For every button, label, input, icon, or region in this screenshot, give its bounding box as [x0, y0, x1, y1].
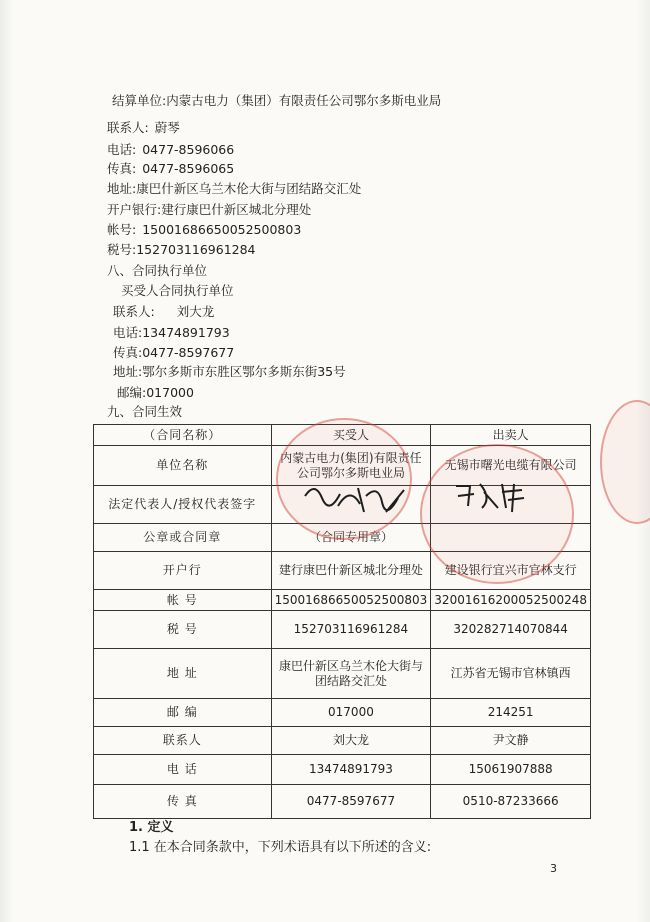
table-header-cell: （合同名称）: [94, 425, 272, 446]
settlement-tax-value: 152703116961284: [136, 242, 256, 257]
buyer-cell: 15001686650052500803: [271, 590, 431, 611]
table-row: [94, 785, 591, 819]
seller-cell: 32001616200052500248: [431, 590, 591, 611]
section8-address-label: 地址:: [113, 364, 143, 379]
settlement-tax-label: 税号:: [107, 242, 137, 257]
section8-fax-line: [113, 345, 234, 361]
seller-cell: 15061907888: [431, 755, 591, 785]
row-label: 单位名称: [94, 446, 272, 486]
table-header-cell: 买受人: [271, 425, 431, 446]
settlement-tax-line: [107, 242, 256, 258]
buyer-cell: 017000: [271, 699, 431, 727]
settlement-address-value: 康巴什新区乌兰木伦大街与团结路交汇处: [136, 181, 362, 196]
settlement-fax-label: 传真:: [107, 161, 137, 176]
row-label: 开户行: [94, 552, 272, 590]
buyer-cell: 152703116961284: [271, 611, 431, 649]
row-label: 传 真: [94, 785, 272, 819]
section8-address-value: 鄂尔多斯市东胜区鄂尔多斯东街35号: [142, 364, 346, 379]
settlement-account-value: 15001686650052500803: [142, 222, 302, 237]
settlement-fax-line: [107, 161, 234, 177]
buyer-cell: （合同专用章）: [271, 524, 431, 552]
definitions-heading: 1. 定义: [129, 820, 174, 835]
row-label: 地 址: [94, 649, 272, 699]
settlement-bank-label: 开户银行:: [107, 202, 162, 217]
section8-fax-label: 传真:: [113, 345, 143, 360]
row-label: 帐 号: [94, 590, 272, 611]
seller-cell: 214251: [431, 699, 591, 727]
settlement-unit-label: 结算单位:: [112, 93, 167, 108]
settlement-contact-value: 蔚琴: [154, 120, 180, 135]
settlement-address-label: 地址:: [107, 181, 137, 196]
section8-phone-label: 电话:: [113, 325, 143, 340]
settlement-contact-label: 联系人:: [107, 120, 149, 135]
buyer-cell: 0477-8597677: [271, 785, 431, 819]
buyer-cell: 内蒙古电力(集团)有限责任公司鄂尔多斯电业局: [271, 446, 431, 486]
section8-contact-line: [113, 304, 214, 320]
settlement-contact-line: [107, 120, 180, 136]
section8-phone-line: [113, 325, 230, 341]
section8-contact-value: 刘大龙: [176, 304, 215, 319]
seller-seal-stamp: [420, 444, 574, 584]
settlement-account-line: [107, 222, 301, 238]
buyer-cell: 建行康巴什新区城北分理处: [271, 552, 431, 590]
edge-seal-stamp: [600, 400, 650, 524]
section8-postcode-value: 017000: [146, 385, 194, 400]
row-label: 法定代表人/授权代表签字: [94, 486, 272, 524]
seller-signature: [452, 478, 532, 514]
seller-cell: 江苏省无锡市官林镇西: [431, 649, 591, 699]
buyer-signature: [300, 476, 410, 520]
row-label: 联系人: [94, 727, 272, 755]
section8-address-line: [113, 364, 346, 380]
section9-heading: 九、合同生效: [107, 404, 183, 419]
buyer-cell: 刘大龙: [271, 727, 431, 755]
section8-phone-value: 13474891793: [142, 325, 230, 340]
settlement-phone-label: 电话:: [107, 142, 137, 157]
row-label: 公章或合同章: [94, 524, 272, 552]
section8-contact-label: 联系人:: [113, 304, 155, 319]
settlement-bank-value: 建行康巴什新区城北分理处: [161, 202, 312, 217]
page-number: 3: [550, 862, 557, 875]
table-row: [94, 755, 591, 785]
definitions-line1: 1.1 在本合同条款中，下列术语具有以下所述的含义:: [129, 840, 432, 855]
buyer-cell: 康巴什新区乌兰木伦大街与团结路交汇处: [271, 649, 431, 699]
settlement-fax-value: 0477-8596065: [142, 161, 235, 176]
seller-cell: 无锡市曙光电缆有限公司: [431, 446, 591, 486]
seller-cell: 0510-87233666: [431, 785, 591, 819]
section8-postcode-line: [117, 385, 194, 401]
row-label: 电 话: [94, 755, 272, 785]
settlement-unit-line: [112, 93, 441, 109]
row-label: 邮 编: [94, 699, 272, 727]
section8-fax-value: 0477-8597677: [142, 345, 235, 360]
section8-buyer-title: 买受人合同执行单位: [121, 283, 234, 298]
seller-cell: 320282714070844: [431, 611, 591, 649]
table-row: [94, 649, 591, 699]
settlement-phone-value: 0477-8596066: [142, 142, 235, 157]
seller-cell: 建设银行宜兴市官林支行: [431, 552, 591, 590]
settlement-account-label: 帐号:: [107, 222, 137, 237]
settlement-address-line: [107, 181, 361, 197]
section8-postcode-label: 邮编:: [117, 385, 147, 400]
table-row: [94, 611, 591, 649]
table-row: [94, 590, 591, 611]
settlement-phone-line: [107, 142, 234, 158]
seller-cell: 尹文静: [431, 727, 591, 755]
row-label: 税 号: [94, 611, 272, 649]
settlement-unit-value: 内蒙古电力（集团）有限责任公司鄂尔多斯电业局: [166, 93, 442, 108]
buyer-cell: 13474891793: [271, 755, 431, 785]
table-row: [94, 699, 591, 727]
settlement-bank-line: [107, 202, 311, 218]
section8-heading: 八、合同执行单位: [107, 263, 208, 278]
table-header-cell: 出卖人: [431, 425, 591, 446]
table-row: [94, 727, 591, 755]
